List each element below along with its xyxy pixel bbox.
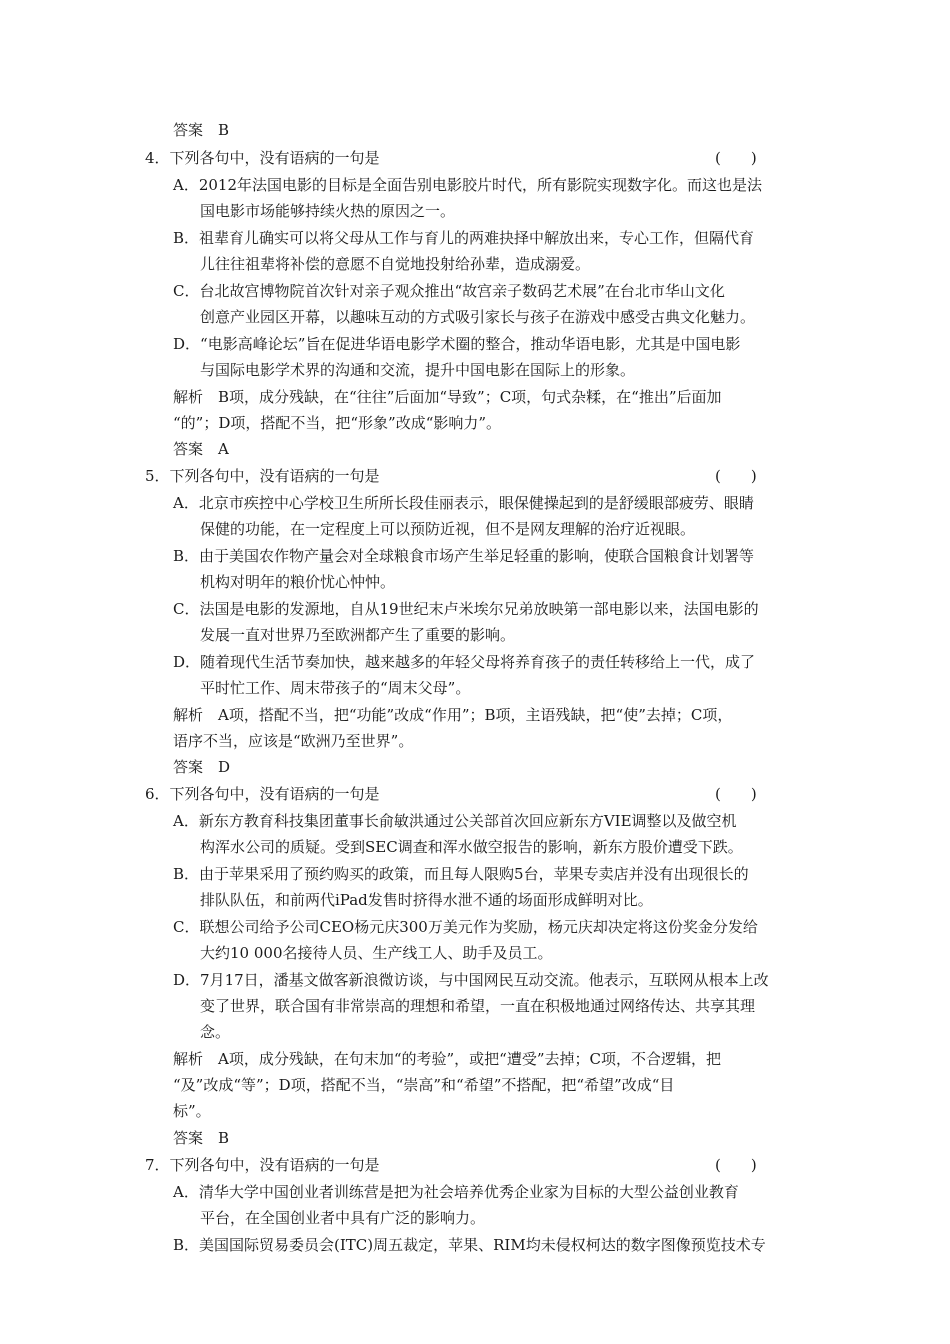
answer-line: 答案 D bbox=[173, 758, 231, 776]
option-line: D．“电影高峰论坛”旨在促进华语电影学术圈的整合，推动华语电影，尤其是中国电影 bbox=[173, 335, 741, 353]
option-line: 平台，在全国创业者中具有广泛的影响力。 bbox=[200, 1209, 486, 1227]
option-line: D．7月17日，潘基文做客新浪微访谈，与中国网民互动交流。他表示，互联网从根本上改 bbox=[173, 971, 769, 989]
option-line: 创意产业园区开幕，以趣味互动的方式吸引家长与孩子在游戏中感受古典文化魅力。 bbox=[200, 308, 756, 326]
option-line: 变了世界，联合国有非常崇高的理想和希望，一直在积极地通过网络传达、共享其理 bbox=[200, 997, 756, 1015]
option-line: 构浑水公司的质疑。受到SEC调查和浑水做空报告的影响，新东方股价遭受下跌。 bbox=[200, 838, 743, 856]
option-line: 大约10 000名接待人员、生产线工人、助手及员工。 bbox=[200, 944, 553, 962]
option-line: 儿往往祖辈将补偿的意愿不自觉地投射给孙辈，造成溺爱。 bbox=[200, 255, 591, 273]
answer-bracket: ( ) bbox=[715, 1156, 757, 1174]
option-line: D．随着现代生活节奏加快，越来越多的年轻父母将养育孩子的责任转移给上一代，成了 bbox=[173, 653, 756, 671]
analysis-line: 解析 B项，成分残缺，在“往往”后面加“导致”；C项，句式杂糅，在“推出”后面加 bbox=[173, 388, 722, 406]
answer-bracket: ( ) bbox=[715, 785, 757, 803]
option-line: A．新东方教育科技集团董事长俞敏洪通过公关部首次回应新东方VIE调整以及做空机 bbox=[173, 812, 737, 830]
option-line: C．台北故宫博物院首次针对亲子观众推出“故宫亲子数码艺术展”在台北市华山文化 bbox=[173, 282, 725, 300]
option-line: 发展一直对世界乃至欧洲都产生了重要的影响。 bbox=[200, 626, 516, 644]
answer-line: 答案 B bbox=[173, 121, 230, 139]
analysis-line: 语序不当，应该是“欧洲乃至世界”。 bbox=[173, 732, 414, 750]
option-line: 保健的功能，在一定程度上可以预防近视，但不是网友理解的治疗近视眼。 bbox=[200, 520, 696, 538]
analysis-line: 解析 A项，搭配不当，把“功能”改成“作用”；B项，主语残缺，把“使”去掉；C项， bbox=[173, 706, 733, 724]
option-line: A．2012年法国电影的目标是全面告别电影胶片时代，所有影院实现数字化。而这也是法 bbox=[173, 176, 763, 194]
question-stem: 6．下列各句中，没有语病的一句是 bbox=[145, 785, 380, 803]
question-stem: 5．下列各句中，没有语病的一句是 bbox=[145, 467, 380, 485]
option-line: B．由于美国农作物产量会对全球粮食市场产生举足轻重的影响，使联合国粮食计划署等 bbox=[173, 547, 755, 565]
option-line: A．清华大学中国创业者训练营是把为社会培养优秀企业家为目标的大型公益创业教育 bbox=[173, 1183, 739, 1201]
option-line: 念。 bbox=[200, 1023, 231, 1041]
analysis-line: “的”；D项，搭配不当，把“形象”改成“影响力”。 bbox=[173, 414, 502, 432]
option-line: A．北京市疾控中心学校卫生所所长段佳丽表示，眼保健操起到的是舒缓眼部疲劳、眼睛 bbox=[173, 494, 754, 512]
answer-line: 答案 A bbox=[173, 440, 229, 458]
question-stem: 4．下列各句中，没有语病的一句是 bbox=[145, 149, 380, 167]
option-line: C．法国是电影的发源地，自从19世纪末卢米埃尔兄弟放映第一部电影以来，法国电影的 bbox=[173, 600, 759, 618]
option-line: 与国际电影学术界的沟通和交流，提升中国电影在国际上的形象。 bbox=[200, 361, 636, 379]
analysis-line: “及”改成“等”；D项，搭配不当，“崇高”和“希望”不搭配，把“希望”改成“目 bbox=[173, 1076, 675, 1094]
answer-line: 答案 B bbox=[173, 1129, 230, 1147]
answer-bracket: ( ) bbox=[715, 467, 757, 485]
analysis-line: 标”。 bbox=[173, 1102, 211, 1120]
option-line: 平时忙工作、周末带孩子的“周末父母”。 bbox=[200, 679, 471, 697]
option-line: 排队队伍，和前两代iPad发售时挤得水泄不通的场面形成鲜明对比。 bbox=[200, 891, 653, 909]
analysis-line: 解析 A项，成分残缺，在句末加“的考验”，或把“遭受”去掉；C项，不合逻辑，把 bbox=[173, 1050, 721, 1068]
option-line: C．联想公司给予公司CEO杨元庆300万美元作为奖励，杨元庆却决定将这份奖金分发给 bbox=[173, 918, 758, 936]
answer-bracket: ( ) bbox=[715, 149, 757, 167]
question-stem: 7．下列各句中，没有语病的一句是 bbox=[145, 1156, 380, 1174]
option-line: B．美国国际贸易委员会(ITC)周五裁定，苹果、RIM均未侵权柯达的数字图像预览技术专 bbox=[173, 1236, 766, 1254]
option-line: 国电影市场能够持续火热的原因之一。 bbox=[200, 202, 456, 220]
option-line: B．祖辈育儿确实可以将父母从工作与育儿的两难抉择中解放出来，专心工作，但隔代育 bbox=[173, 229, 755, 247]
option-line: B．由于苹果采用了预约购买的政策，而且每人限购5台，苹果专卖店并没有出现很长的 bbox=[173, 865, 749, 883]
option-line: 机构对明年的粮价忧心忡忡。 bbox=[200, 573, 396, 591]
